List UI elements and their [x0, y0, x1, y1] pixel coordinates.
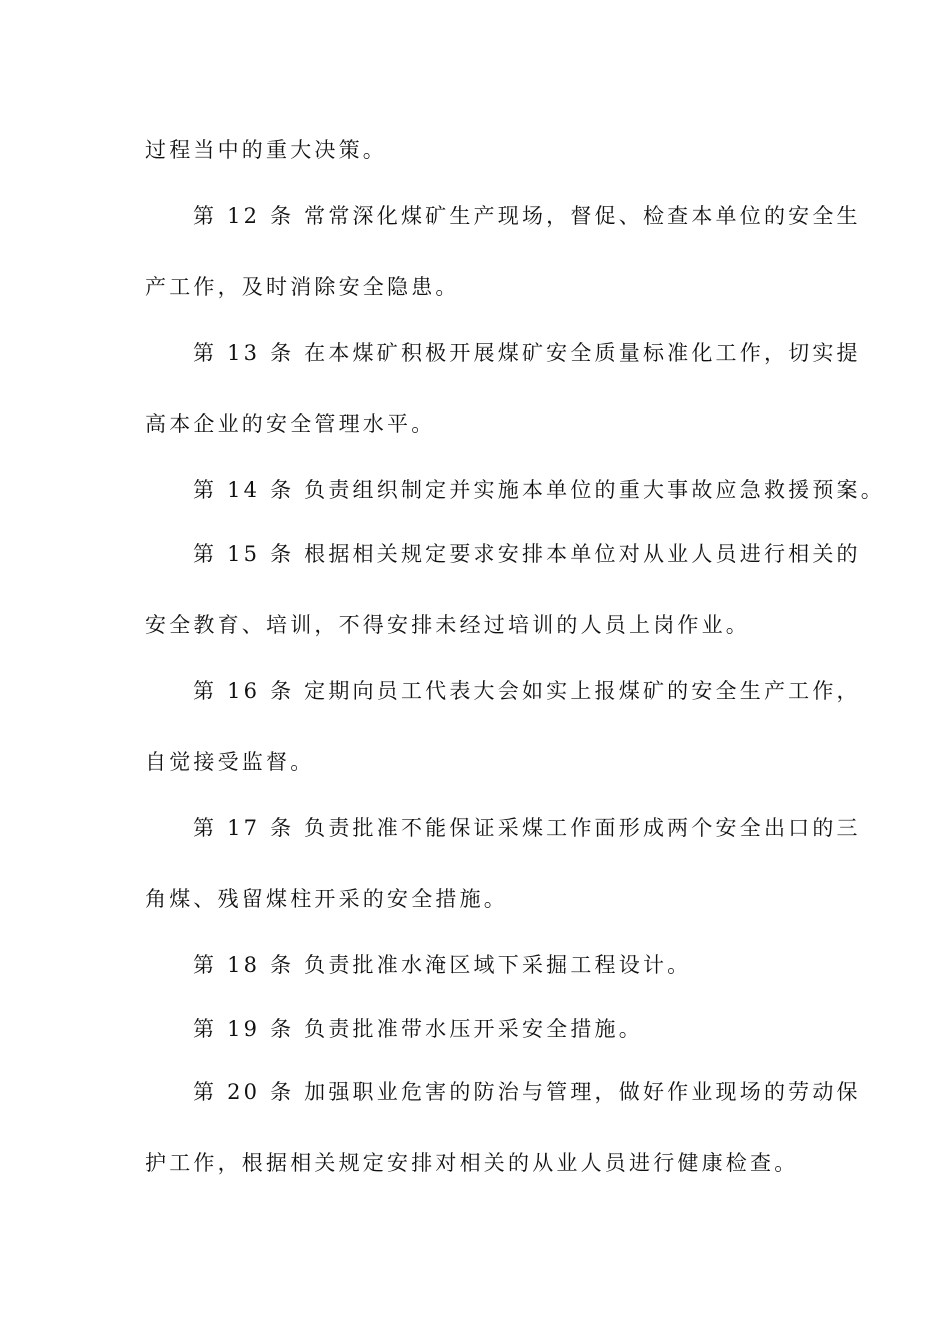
article-17-line-2: 角煤、残留煤柱开采的安全措施。 — [145, 887, 508, 911]
article-20-line-2: 护工作，根据相关规定安排对相关的从业人员进行健康检查。 — [145, 1151, 799, 1175]
article-12-line-2: 产工作，及时消除安全隐患。 — [145, 275, 460, 299]
article-15-line-2: 安全教育、培训，不得安排未经过培训的人员上岗作业。 — [145, 613, 750, 637]
text-line-continuation: 过程当中的重大决策。 — [145, 138, 387, 162]
article-14-line-1: 第 14 条 负责组织制定并实施本单位的重大事故应急救援预案。 — [193, 478, 885, 502]
article-13-line-1: 第 13 条 在本煤矿积极开展煤矿安全质量标准化工作，切实提 — [193, 341, 861, 365]
article-17-line-1: 第 17 条 负责批准不能保证采煤工作面形成两个安全出口的三 — [193, 816, 861, 840]
article-15-line-1: 第 15 条 根据相关规定要求安排本单位对从业人员进行相关的 — [193, 542, 861, 566]
article-16-line-2: 自觉接受监督。 — [145, 750, 315, 774]
article-18-line-1: 第 18 条 负责批准水淹区域下采掘工程设计。 — [193, 953, 692, 977]
article-16-line-1: 第 16 条 定期向员工代表大会如实上报煤矿的安全生产工作， — [193, 679, 861, 703]
article-12-line-1: 第 12 条 常常深化煤矿生产现场，督促、检查本单位的安全生 — [193, 204, 861, 228]
article-20-line-1: 第 20 条 加强职业危害的防治与管理，做好作业现场的劳动保 — [193, 1080, 861, 1104]
article-13-line-2: 高本企业的安全管理水平。 — [145, 412, 436, 436]
article-19-line-1: 第 19 条 负责批准带水压开采安全措施。 — [193, 1017, 643, 1041]
